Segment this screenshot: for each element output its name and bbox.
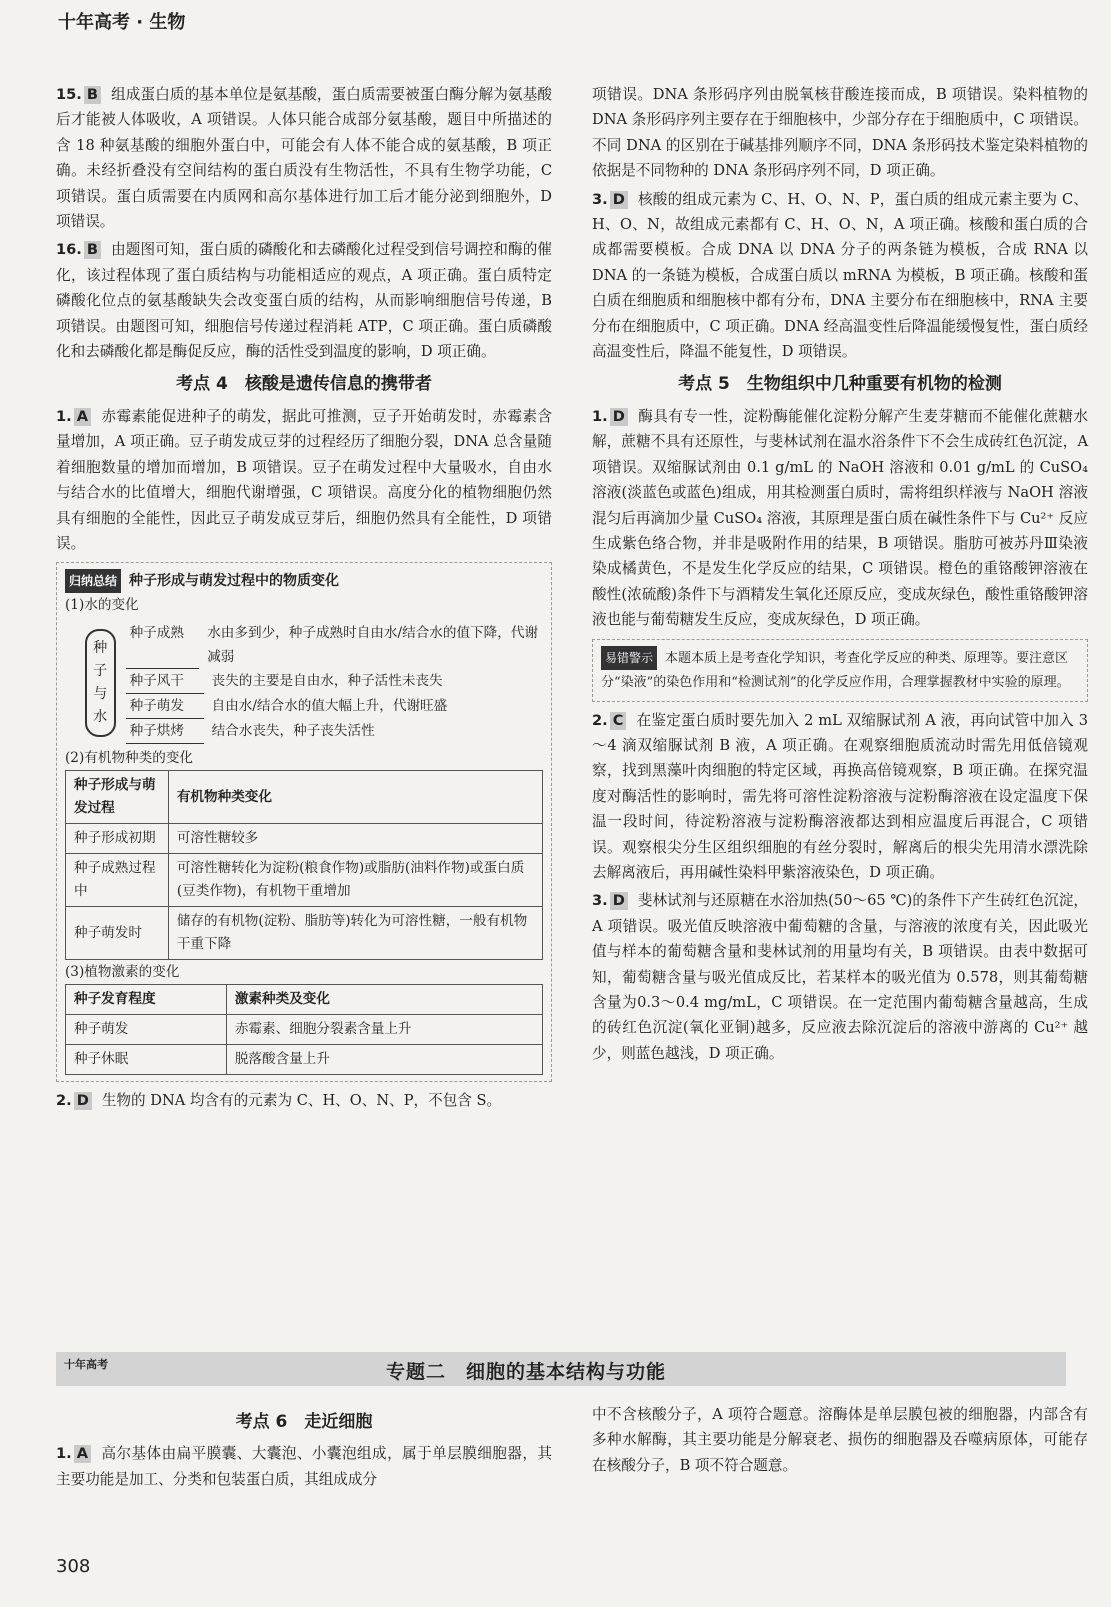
answer-1 <box>56 404 552 556</box>
tree-row <box>126 621 543 669</box>
summary-box <box>56 562 552 1082</box>
page-number: 308 <box>56 1556 91 1577</box>
answer-number: 1. <box>56 1445 72 1463</box>
table-row: 种子成熟过程中 可溶性糖转化为淀粉(粮食作物)或脂肪(油料作物)或蛋白质(豆类作物)，有机物干重增加 <box>66 854 543 907</box>
answer-15 <box>56 82 552 234</box>
chapter-title: 专题二 细胞的基本结构与功能 <box>386 1361 667 1383</box>
answer-text: 生物的 DNA 均含有的元素为 C、H、O、N、P，不包含 S。 <box>101 1092 502 1110</box>
answer-letter: C <box>610 712 627 730</box>
answer-2 <box>56 1088 552 1113</box>
tree-row <box>126 669 543 694</box>
tree-desc: 自由水/结合水的值大幅上升，代谢旺盛 <box>211 698 448 715</box>
answer-letter: A <box>74 408 91 426</box>
answer-letter: A <box>74 1445 91 1463</box>
tree-desc: 丧失的主要是自由水，种子活性未丧失 <box>211 673 443 690</box>
section-heading-6: 考点 6 走近细胞 <box>235 1412 373 1432</box>
table-row: 种子萌发时 储存的有机物(淀粉、脂肪等)转化为可溶性糖，一般有机物干重下降 <box>66 907 543 960</box>
section-heading-4: 考点 4 核酸是遗传信息的携带者 <box>176 374 432 395</box>
answer-text: 核酸的组成元素为 C、H、O、N、P，蛋白质的组成元素主要为 C、H、O、N，故组成元素都有 C、H、O、N，A 项正确。核酸和蛋白质的合成都需要模板。合成 DNA 以 DNA 分子的两条链为模板，合成 RNA 以 DNA 的一条链为模板，合成蛋白质以 mRNA 为模板，B 项正确。核酸和蛋白质在细胞质和细胞核中都有分布，DNA 主要分布在细胞核中，RNA 主要分布在细胞质中，C 项正确。DNA 经高温变性后降温能缓慢复性，蛋白质经高温变性后，降温不能复性，D 项错误。 <box>592 190 1088 361</box>
answer-16 <box>56 237 552 364</box>
table-header: 种子形成与萌发过程 <box>66 771 169 824</box>
book-title: 十年高考 · 生物 <box>58 12 186 33</box>
answer-text: 酶具有专一性，淀粉酶能催化淀粉分解产生麦芽糖而不能催化蔗糖水解，蔗糖不具有还原性，与斐林试剂在温水浴条件下不会生成砖红色沉淀，A 项错误。双缩脲试剂由 0.1 g/mL 的 NaOH 溶液和 0.01 g/mL 的 CuSO₄ 溶液(淡蓝色或蓝色)组成，用其检测蛋白质时，需将组织样液与 NaOH 溶液混匀后再滴加少量 CuSO₄ 溶液，其原理是蛋白质在碱性条件下与 Cu²⁺ 反应生成紫色络合物，并非是吸附作用的结果，B 项错误。脂肪可被苏丹Ⅲ染液染成橘黄色，不是发生化学反应的结果，C 项错误。橙色的重铬酸钾溶液在酸性(浓硫酸)条件下与酒精发生氧化还原反应，变成灰绿色，酸性重铬酸钾溶液也能与葡萄糖发生反应，变成灰绿色，D 项正确。 <box>592 407 1088 629</box>
banner-logo: 十年高考 <box>64 1358 108 1371</box>
tip-tag: 易错警示 <box>601 646 657 670</box>
table-row: 种子萌发 赤霉素、细胞分裂素含量上升 <box>66 1015 543 1045</box>
table-header: 有机物种类变化 <box>168 771 542 824</box>
section-heading-5: 考点 5 生物组织中几种重要有机物的检测 <box>678 374 1002 395</box>
answer-1 <box>56 1441 552 1492</box>
water-heading: (1)水的变化 <box>65 597 139 614</box>
answer-number: 3. <box>592 892 608 910</box>
left-column <box>56 82 552 1117</box>
answer-2 <box>592 708 1088 886</box>
organic-table <box>65 770 543 960</box>
answer-text: 在鉴定蛋白质时要先加入 2 mL 双缩脲试剂 A 液，再向试管中加入 3～4 滴双缩脲试剂 B 液，A 项正确。在观察细胞质流动时需先用低倍镜观察，找到黑藻叶肉细胞的特定区域，再换高倍镜观察，B 项正确。在探究温度对酶活性的影响时，需先将可溶性淀粉溶液与淀粉酶溶液在设定温度下保温一段时间，待淀粉溶液与淀粉酶溶液都达到相应温度后再混合，C 项错误。观察根尖分生区组织细胞的有丝分裂时，解离后的根尖先用清水漂洗除去解离液后，再用碱性染料甲紫溶液染色，D 项正确。 <box>592 711 1088 881</box>
summary-title: 种子形成与萌发过程中的物质变化 <box>129 573 340 590</box>
answer-text: 斐林试剂与还原糖在水浴加热(50～65 ℃)的条件下产生砖红色沉淀，A 项错误。吸光值反映溶液中葡萄糖的含量，与溶液的浓度有关，因此吸光值与样本的葡萄糖含量和斐林试剂的用量均有关，B 项错误。由表中数据可知，葡萄糖含量与吸光值成反比，若某样本的吸光值为 0.578，则其葡萄糖含量为0.3～0.4 mg/mL，C 项错误。在一定范围内葡萄糖含量越高，生成的砖红色沉淀(氧化亚铜)越多，反应液去除沉淀后的溶液中游离的 Cu²⁺ 越少，则蓝色越浅，D 项正确。 <box>592 892 1088 1062</box>
table-row: 种子休眠 脱落酸含量上升 <box>66 1045 543 1075</box>
tree-row <box>126 719 543 744</box>
hormone-table <box>65 984 543 1075</box>
answer-number: 15. <box>56 86 82 103</box>
warning-tip-box <box>592 639 1088 702</box>
tree-desc: 水由多到少，种子成熟时自由水/结合水的值下降，代谢减弱 <box>207 625 539 666</box>
answer-3 <box>592 187 1088 365</box>
answer-letter: D <box>610 191 628 209</box>
tree-node: 种子成熟 <box>126 621 200 669</box>
tree-node: 种子萌发 <box>126 694 204 719</box>
answer-text: 组成蛋白质的基本单位是氨基酸，蛋白质需要被蛋白酶分解为氨基酸后才能被人体吸收，A 项错误。人体只能合成部分氨基酸，题目中所描述的含 18 种氨基酸的细胞外蛋白中，可能会有人体不能合成的氨基酸，B 项正确。未经折叠没有空间结构的蛋白质没有生物活性，不具有生物学功能，C 项错误。蛋白质需要在内质网和高尔基体进行加工后才能分泌到细胞外，D 项错误。 <box>56 86 552 231</box>
answer-number: 16. <box>56 241 82 259</box>
tree-node: 种子风干 <box>126 669 204 694</box>
water-tree <box>85 621 543 744</box>
bottom-left-column <box>56 1402 552 1495</box>
tip-text: 本题本质上是考查化学知识，考查化学反应的种类、原理等。要注意区分“染液”的染色作用和“检测试剂”的化学反应作用，合理掌握教材中实验的原理。 <box>601 650 1070 690</box>
summary-tag: 归纳总结 <box>65 569 121 593</box>
answer-text: 高尔基体由扁平膜囊、大囊泡、小囊泡组成，属于单层膜细胞器，其主要功能是加工、分类和包装蛋白质，其组成成分 <box>56 1445 552 1488</box>
hormone-heading: (3)植物激素的变化 <box>65 964 180 981</box>
answer-letter: D <box>610 892 628 910</box>
answer-letter: D <box>74 1092 92 1110</box>
answer-1 <box>592 404 1088 633</box>
answer-number: 3. <box>592 190 608 208</box>
answer-number: 1. <box>592 407 608 425</box>
continued-text: 项错误。DNA 条形码序列由脱氧核苷酸连接而成，B 项错误。染料植物的 DNA 条形码序列主要存在于细胞核中，少部分存在于细胞质中，C 项错误。不同 DNA 的区别在于碱基排列顺序不同，DNA 条形码技术鉴定染料植物的依据是不同物种的 DNA 条形码序列不同，D 项正确。 <box>592 86 1088 180</box>
tree-node: 种子烘烤 <box>126 719 204 744</box>
table-header: 种子发育程度 <box>66 985 227 1015</box>
right-column <box>592 82 1088 1069</box>
tree-desc: 结合水丧失，种子丧失活性 <box>211 723 375 740</box>
answer-number: 2. <box>592 711 608 729</box>
table-header: 激素种类及变化 <box>226 985 542 1015</box>
answer-letter: B <box>84 86 101 104</box>
answer-letter: D <box>610 408 628 426</box>
answer-letter: B <box>84 241 101 259</box>
tree-root: 种子与水 <box>85 629 116 737</box>
answer-text: 由题图可知，蛋白质的磷酸化和去磷酸化过程受到信号调控和酶的催化，该过程体现了蛋白质结构与功能相适应的观点，A 项正确。蛋白质特定磷酸化位点的氨基酸缺失会改变蛋白质的结构，从而影响细胞信号传递，B 项错误。由题图可知，细胞信号传递过程消耗 ATP，C 项正确。蛋白质磷酸化和去磷酸化都是酶促反应，酶的活性受到温度的影响，D 项正确。 <box>56 241 552 361</box>
table-row: 种子形成初期 可溶性糖较多 <box>66 824 543 854</box>
organic-heading: (2)有机物种类的变化 <box>65 750 194 767</box>
answer-3 <box>592 888 1088 1066</box>
answer-number: 2. <box>56 1092 72 1110</box>
chapter-banner <box>56 1352 1066 1386</box>
continued-text: 中不含核酸分子，A 项符合题意。溶酶体是单层膜包被的细胞器，内部含有多种水解酶，其主要功能是分解衰老、损伤的细胞器及吞噬病原体，可能存在核酸分子，B 项不符合题意。 <box>592 1406 1088 1474</box>
answer-number: 1. <box>56 407 72 425</box>
bottom-right-column <box>592 1402 1088 1481</box>
tree-row <box>126 694 543 719</box>
answer-text: 赤霉素能促进种子的萌发，据此可推测，豆子开始萌发时，赤霉素含量增加，A 项正确。豆子萌发成豆芽的过程经历了细胞分裂，DNA 总含量随着细胞数量的增加而增加，B 项错误。豆子在萌发过程中大量吸水，自由水与结合水的比值增大，细胞代谢增强，C 项错误。高度分化的植物细胞仍然具有细胞的全能性，因此豆子萌发成豆芽后，细胞仍然具有全能性，D 项错误。 <box>56 407 552 552</box>
